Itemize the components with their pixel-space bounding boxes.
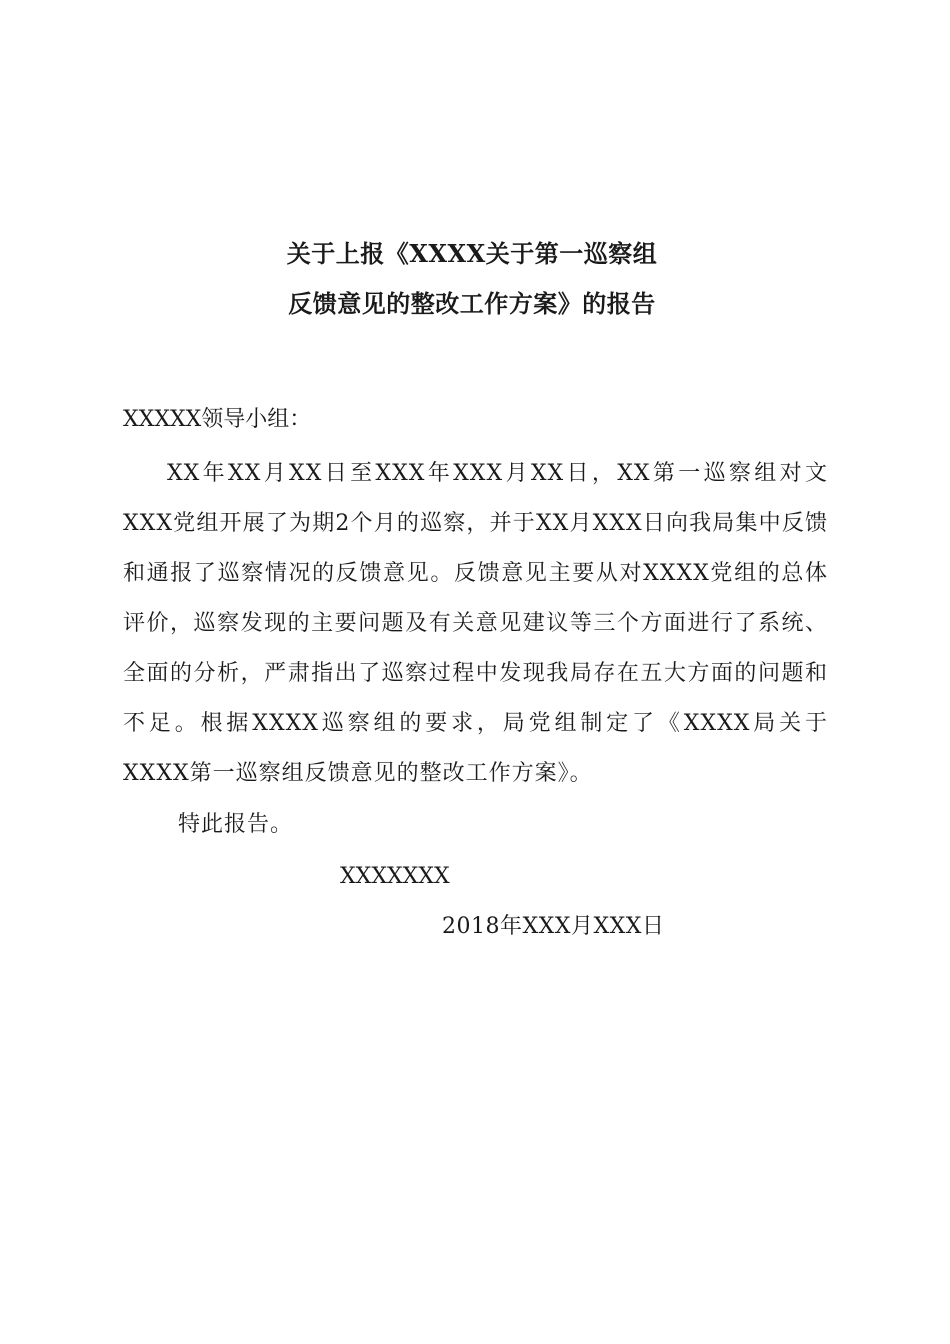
- document-title-line-1: 关于上报《XXXX关于第一巡察组: [286, 239, 658, 268]
- document-title-line-2: 反馈意见的整改工作方案》的报告: [288, 289, 656, 318]
- document-date: 2018年XXX月XXX日: [442, 914, 665, 939]
- body-paragraph: XX年XX月XX日至XXX年XXX月XX日，XX第一巡察组对文XXX党组开展了为期2个月的巡察，并于XX月XXX日向我局集中反馈和通报了巡察情况的反馈意见。反馈意见主要从对XXXX党组的总体评价，巡察发现的主要问题及有关意见建议等三个方面进行了系统、全面的分析，严肃指出了巡察过程中发现我局存在五大方面的问题和不足。根据XXXX巡察组的要求，局党组制定了《XXXX局关于XXXX第一巡察组反馈意见的整改工作方案》。: [123, 461, 828, 786]
- salutation: XXXXX领导小组：: [123, 407, 312, 432]
- signature: XXXXXXX: [340, 864, 450, 889]
- closing-text: 特此报告。: [178, 812, 294, 837]
